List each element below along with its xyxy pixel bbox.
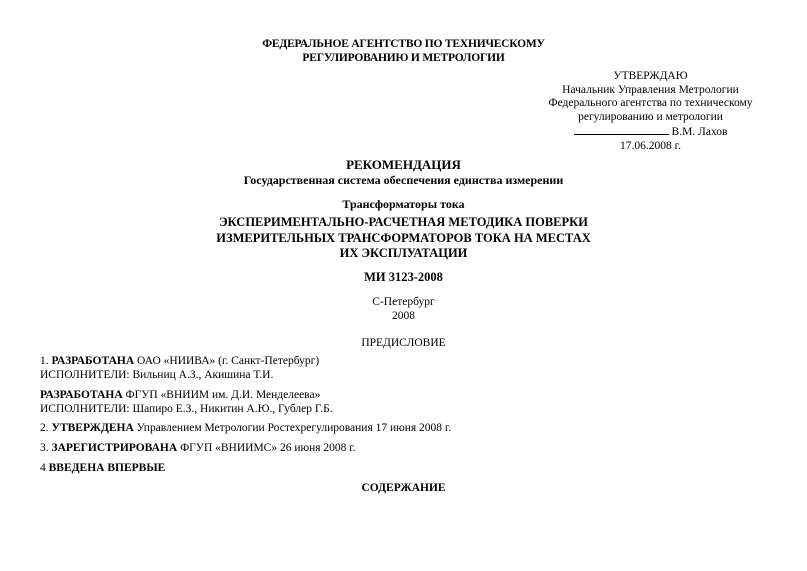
recommendation-name: [0, 215, 807, 262]
item-number: 1.: [40, 355, 49, 367]
item-number: 4: [40, 462, 46, 474]
executors-names: Вильниц А.З., Акишина Т.И.: [132, 369, 274, 381]
approval-line-3: регулированию и метрологии: [578, 110, 723, 123]
item-label: РАЗРАБОТАНА: [51, 355, 135, 367]
item-number: 2.: [40, 422, 49, 434]
executors-names: Шапиро Е.З., Никитин А.Ю., Гублер Г.Б.: [132, 403, 333, 415]
agency-line-2: РЕГУЛИРОВАНИЮ И МЕТРОЛОГИИ: [302, 52, 505, 64]
recommendation-system: Государственная система обеспечения единства измерении: [243, 173, 564, 187]
recommendation-topic: Трансформаторы тока: [342, 197, 465, 211]
approval-block: [548, 70, 753, 153]
agency-header: [0, 37, 807, 65]
publication-info: [0, 296, 807, 323]
publication-city: С-Петербург: [372, 296, 435, 308]
item-label: УТВЕРЖДЕНА: [51, 422, 134, 434]
item-label: ЗАРЕГИСТРИРОВАНА: [51, 442, 178, 454]
preface-item-1b: [40, 388, 760, 416]
approval-heading: УТВЕРЖДАЮ: [613, 70, 688, 82]
item-text: ФГУП «ВНИИМ им. Д.И. Менделеева»: [125, 389, 321, 401]
agency-line-1: ФЕДЕРАЛЬНОЕ АГЕНТСТВО ПО ТЕХНИЧЕСКОМУ: [262, 38, 545, 50]
recommendation-name-line-1: ЭКСПЕРИМЕНТАЛЬНО-РАСЧЕТНАЯ МЕТОДИКА ПОВЕРКИ: [219, 215, 588, 229]
preface-item-3-line: [40, 441, 760, 455]
item-text: ОАО «НИИВА» (г. Санкт-Петербург): [137, 355, 320, 367]
preface-item-1-line: [40, 354, 760, 368]
preface-item-4: [40, 461, 760, 475]
item-label: РАЗРАБОТАНА: [40, 389, 123, 401]
preface-item-1b-line: [40, 388, 760, 402]
preface-item-2-line: [40, 421, 760, 435]
approval-line-1: Начальник Управления Метрологии: [562, 83, 739, 96]
publication-year: 2008: [392, 309, 415, 322]
preface-heading: ПРЕДИСЛОВИЕ: [361, 337, 446, 349]
recommendation-kind: РЕКОМЕНДАЦИЯ: [346, 157, 461, 172]
document-code: МИ 3123-2008: [364, 270, 443, 284]
executors-label: ИСПОЛНИТЕЛИ:: [40, 403, 130, 415]
recommendation-name-line-2: ИЗМЕРИТЕЛЬНЫХ ТРАНСФОРМАТОРОВ ТОКА НА МЕСТАХ: [216, 230, 591, 245]
approval-signer: В.М. Лахов: [671, 126, 728, 138]
preface-item-1b-executors: [40, 402, 760, 416]
approval-signature-row: [548, 124, 753, 140]
item-text: ФГУП «ВНИИМС» 26 июня 2008 г.: [180, 442, 356, 454]
signature-line: [574, 124, 669, 135]
preface-item-1: [40, 354, 760, 382]
contents-heading: СОДЕРЖАНИЕ: [361, 482, 446, 494]
approval-line-2: Федерального агентства по техническому: [548, 97, 753, 109]
item-number: 3.: [40, 442, 49, 454]
recommendation-name-line-3: ИХ ЭКСПЛУАТАЦИИ: [339, 246, 468, 260]
approval-date: 17.06.2008 г.: [620, 139, 681, 152]
preface-item-4-line: [40, 461, 760, 475]
executors-label: ИСПОЛНИТЕЛИ:: [40, 369, 130, 381]
preface-item-2: [40, 421, 760, 435]
item-text: Управлением Метрологии Ростехрегулирования 17 июня 2008 г.: [136, 422, 452, 434]
item-label: ВВЕДЕНА ВПЕРВЫЕ: [48, 462, 166, 474]
preface-item-3: [40, 441, 760, 455]
preface-item-1-executors: [40, 368, 760, 382]
